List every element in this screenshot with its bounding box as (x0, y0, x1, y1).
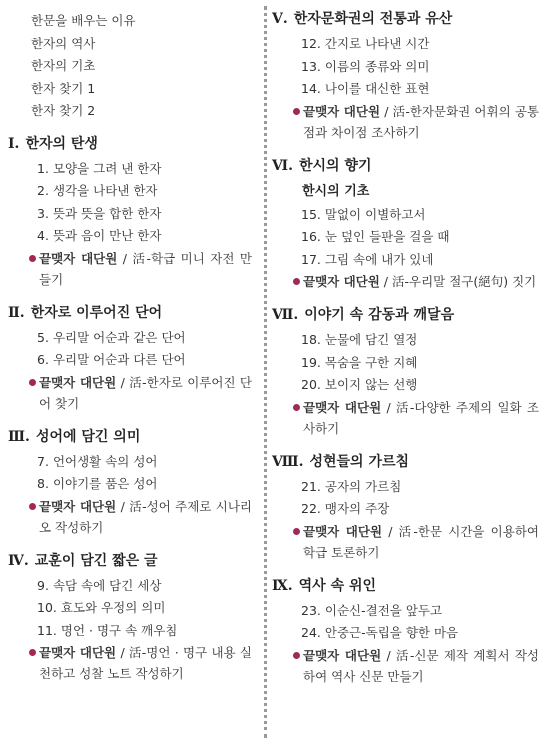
bullet-dot-icon (293, 652, 300, 659)
project-label: 끝맺자 대단원 (303, 523, 383, 539)
lesson-number: 19. (301, 354, 321, 370)
section-gap (8, 290, 258, 300)
section-title: 이야기 속 감동과 깨달음 (304, 307, 455, 323)
project-text: / 活-다양한 주제의 일화 조사하기 (303, 399, 539, 436)
unit-project-item[interactable] (8, 496, 258, 538)
lesson-number: 2. (37, 183, 49, 198)
section-title: 성어에 담긴 의미 (35, 428, 141, 445)
column-divider (264, 6, 267, 738)
lesson-number: 21. (301, 478, 321, 494)
project-label: 끝맺자 대단원 (39, 250, 118, 266)
section-heading[interactable] (272, 449, 545, 476)
lesson-title: 공자의 가르침 (324, 478, 402, 494)
lesson-title: 이름의 종류와 의미 (324, 58, 430, 74)
section-number: Ⅰ. (8, 135, 20, 152)
project-text: / 活-성어 주제로 시나리오 작성하기 (39, 498, 252, 535)
lesson-title: 눈물에 담긴 열정 (324, 332, 418, 347)
lesson-number: 10. (37, 600, 57, 615)
toc-section (8, 300, 258, 424)
project-label: 끝맺자 대단원 (303, 103, 381, 119)
lesson-item[interactable] (8, 620, 258, 643)
lesson-item[interactable] (272, 249, 545, 272)
lesson-title: 나이를 대신한 표현 (324, 81, 430, 96)
intro-item[interactable]: 한자 찾기 1 (31, 80, 96, 96)
lesson-number: 20. (301, 377, 321, 392)
unit-project-item[interactable] (8, 372, 258, 414)
toc-section (272, 6, 545, 153)
toc-section (8, 548, 258, 695)
lesson-number: 7. (37, 453, 49, 469)
toc-section (272, 573, 545, 697)
lesson-title: 맹자의 주장 (324, 501, 390, 516)
bullet-dot-icon (29, 379, 36, 386)
section-heading[interactable] (272, 153, 545, 180)
section-number: Ⅳ. (8, 552, 29, 569)
right-sections (272, 0, 545, 697)
lesson-title: 모양을 그려 낸 한자 (52, 160, 162, 176)
section-number: Ⅷ. (272, 453, 304, 470)
lesson-number: 24. (301, 625, 321, 640)
lesson-title: 우리말 어순과 다른 단어 (52, 352, 186, 367)
lesson-item[interactable] (8, 158, 258, 181)
section-heading[interactable] (272, 573, 545, 600)
lesson-number: 11. (37, 622, 57, 638)
lesson-title: 뜻과 음이 만난 한자 (52, 228, 162, 243)
toc-section (272, 449, 545, 573)
project-text: / 活-한자로 이루어진 단어 찾기 (39, 374, 252, 411)
section-subheading[interactable]: 한시의 기초 (302, 183, 370, 199)
section-gap (8, 414, 258, 424)
lesson-title: 이야기를 품은 성어 (52, 476, 158, 491)
section-number: Ⅱ. (8, 304, 25, 321)
project-label: 끝맺자 대단원 (39, 498, 117, 514)
lesson-item[interactable] (272, 204, 545, 227)
toc-section (272, 302, 545, 449)
project-text: / 活-한자문화권 어휘의 공통점과 차이점 조사하기 (303, 103, 539, 140)
lesson-item[interactable] (8, 180, 258, 203)
lesson-title: 뜻과 뜻을 합한 한자 (52, 205, 162, 221)
bullet-dot-icon (293, 108, 300, 115)
section-title: 역사 속 위인 (298, 577, 377, 594)
unit-project-item[interactable] (272, 101, 545, 143)
lesson-title: 명언 · 명구 속 깨우침 (60, 622, 178, 638)
lesson-title: 우리말 어순과 같은 단어 (52, 329, 186, 345)
lesson-number: 18. (301, 332, 321, 347)
lesson-title: 보이지 않는 선행 (324, 377, 418, 392)
unit-project-item[interactable] (272, 397, 545, 439)
lesson-item[interactable] (8, 349, 258, 372)
intro-item[interactable]: 한자의 기초 (31, 58, 96, 73)
unit-project-item[interactable] (8, 642, 258, 684)
section-title: 한자로 이루어진 단어 (30, 304, 163, 321)
lesson-title: 안중근-독립을 향한 마음 (324, 625, 459, 640)
lesson-item[interactable] (272, 600, 545, 623)
lesson-number: 5. (37, 329, 49, 345)
lesson-item[interactable] (272, 329, 545, 352)
lesson-title: 목숨을 구한 지혜 (324, 354, 418, 370)
lesson-number: 23. (301, 602, 321, 618)
project-text: / 活-신문 제작 계획서 작성하여 역사 신문 만들기 (303, 647, 539, 684)
unit-project-item[interactable] (8, 248, 258, 290)
unit-project-item[interactable] (272, 271, 545, 292)
bullet-dot-icon (293, 404, 300, 411)
project-text: / 活-명언 · 명구 내용 실천하고 성찰 노트 작성하기 (39, 645, 252, 681)
unit-project-item[interactable] (272, 645, 545, 687)
lesson-title: 효도와 우정의 의미 (60, 600, 166, 615)
bullet-dot-icon (29, 255, 36, 262)
lesson-item[interactable] (272, 78, 545, 101)
intro-item[interactable]: 한자의 역사 (31, 35, 96, 51)
lesson-item[interactable] (8, 597, 258, 620)
intro-item[interactable]: 한문을 배우는 이유 (31, 13, 136, 28)
section-heading[interactable] (8, 300, 258, 327)
project-text: / 活-우리말 절구(絕句) 짓기 (383, 274, 537, 289)
bullet-dot-icon (293, 278, 300, 285)
lesson-title: 이순신-결전을 앞두고 (324, 602, 443, 618)
lesson-item[interactable] (8, 451, 258, 474)
left-sections (0, 131, 258, 695)
section-gap (272, 143, 545, 153)
lesson-number: 3. (37, 205, 49, 221)
bullet-dot-icon (29, 503, 36, 510)
toc-section (8, 424, 258, 548)
section-title: 한시의 향기 (298, 157, 372, 174)
lesson-item[interactable] (8, 203, 258, 226)
bullet-dot-icon (29, 649, 36, 656)
section-title: 한자문화권의 전통과 유산 (293, 11, 453, 27)
lesson-item[interactable] (272, 374, 545, 397)
lesson-number: 6. (37, 352, 49, 367)
lesson-number: 16. (301, 229, 321, 244)
lesson-title: 눈 덮인 들판을 걸을 때 (324, 229, 450, 244)
unit-project-item[interactable] (272, 521, 545, 563)
section-gap (272, 439, 545, 449)
lesson-number: 8. (37, 476, 49, 491)
lesson-number: 9. (37, 577, 49, 593)
project-text: / 活-학급 미니 자전 만들기 (39, 250, 252, 287)
section-number: Ⅵ. (272, 157, 293, 174)
project-label: 끝맺자 대단원 (303, 399, 382, 415)
lesson-number: 14. (301, 81, 321, 96)
project-label: 끝맺자 대단원 (303, 274, 380, 289)
section-heading[interactable] (272, 6, 545, 33)
section-heading[interactable] (272, 302, 545, 329)
project-label: 끝맺자 대단원 (39, 374, 117, 390)
section-heading[interactable] (8, 424, 258, 451)
lesson-number: 22. (301, 501, 321, 516)
section-number: Ⅶ. (272, 307, 299, 323)
toc-section (272, 153, 545, 303)
intro-list (0, 0, 258, 123)
project-label: 끝맺자 대단원 (39, 645, 117, 660)
section-number: Ⅲ. (8, 428, 30, 445)
lesson-item[interactable] (8, 473, 258, 496)
section-gap (272, 563, 545, 573)
section-gap (8, 538, 258, 548)
lesson-item[interactable] (272, 476, 545, 499)
lesson-number: 4. (37, 228, 49, 243)
lesson-number: 15. (301, 206, 321, 222)
toc-section (8, 131, 258, 300)
lesson-title: 그림 속에 내가 있네 (324, 251, 434, 267)
lesson-number: 1. (37, 160, 49, 176)
lesson-item[interactable] (272, 498, 545, 521)
section-gap (272, 687, 545, 697)
section-title: 교훈이 담긴 짧은 글 (34, 552, 158, 569)
project-label: 끝맺자 대단원 (303, 647, 382, 663)
lesson-title: 생각을 나타낸 한자 (52, 183, 158, 198)
lesson-item[interactable] (8, 327, 258, 350)
section-gap (8, 684, 258, 694)
lesson-item[interactable] (272, 226, 545, 249)
lesson-number: 17. (301, 251, 321, 267)
toc-right-column (272, 0, 545, 697)
section-title: 한자의 탄생 (25, 135, 98, 152)
intro-item[interactable]: 한자 찾기 2 (31, 103, 96, 118)
section-gap (272, 292, 545, 302)
lesson-item[interactable] (272, 352, 545, 375)
bullet-dot-icon (293, 528, 300, 535)
lesson-item[interactable] (272, 33, 545, 56)
toc-left-column (0, 0, 258, 694)
lesson-number: 12. (301, 36, 321, 51)
lesson-item[interactable] (272, 56, 545, 79)
lesson-number: 13. (301, 58, 321, 74)
lesson-title: 간지로 나타낸 시간 (324, 36, 430, 51)
project-text: / 活-한문 시간을 이용하여 학급 토론하기 (303, 523, 539, 560)
lesson-item[interactable] (8, 225, 258, 248)
section-title: 성현들의 가르침 (309, 453, 410, 470)
section-heading[interactable] (8, 548, 258, 575)
lesson-title: 말없이 이별하고서 (324, 206, 426, 222)
section-number: Ⅸ. (272, 577, 293, 594)
lesson-item[interactable] (8, 575, 258, 598)
section-number: Ⅴ. (272, 11, 288, 27)
lesson-title: 속담 속에 담긴 세상 (52, 577, 162, 593)
lesson-title: 언어생활 속의 성어 (52, 453, 158, 469)
section-heading[interactable] (8, 131, 258, 158)
lesson-item[interactable] (272, 622, 545, 645)
